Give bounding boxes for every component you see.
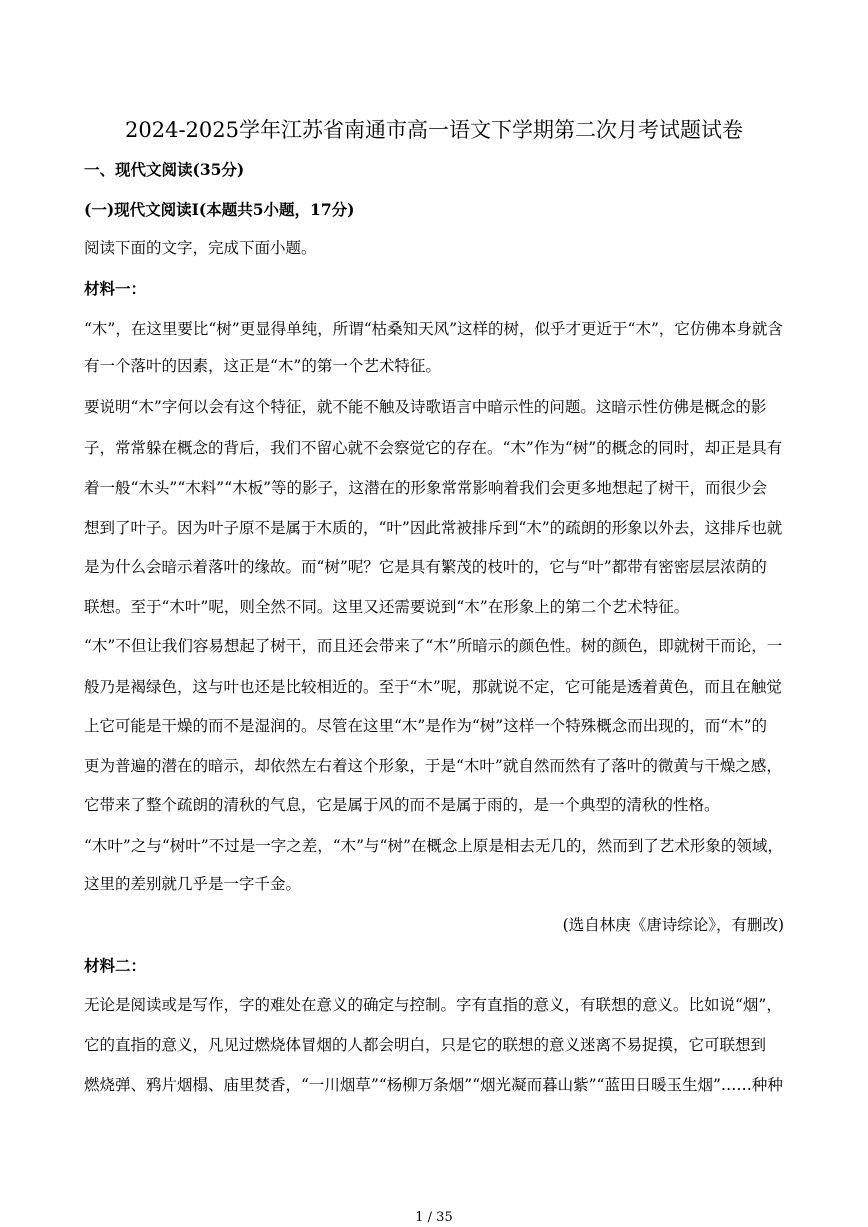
paragraph-line: 更为普遍的潜在的暗示，却依然左右着这个形象，于是“木叶”就自然而然有了落叶的微黄与干燥之感， bbox=[84, 757, 782, 775]
material1-source: (选自林庚《唐诗综论》，有删改) bbox=[562, 916, 784, 934]
paragraph-line: 联想。至于“木叶”呢，则全然不同。这里又还需要说到“木”在形象上的第二个艺术特征。 bbox=[84, 598, 690, 616]
paragraph-line: 着一般“木头”“木料”“木板”等的影子，这潜在的形象常常影响着我们会更多地想起了树干，而很少会 bbox=[84, 479, 768, 497]
paragraph-line: 这里的差别就几乎是一字千金。 bbox=[84, 875, 302, 893]
section-heading: 一、现代文阅读(35分) bbox=[84, 160, 245, 179]
paragraph-line: 般乃是褐绿色，这与叶也还是比较相近的。至于“木”呢，那就说不定，它可能是透着黄色，而且在触觉 bbox=[84, 678, 782, 696]
instruction-text: 阅读下面的文字，完成下面小题。 bbox=[84, 239, 317, 257]
material1-heading: 材料一： bbox=[84, 279, 147, 298]
paragraph-line: 要说明“木”字何以会有这个特征，就不能不触及诗歌语言中暗示性的问题。这暗示性仿佛是概念的影 bbox=[84, 398, 767, 416]
paragraph-line: 子，常常躲在概念的背后，我们不留心就不会察觉它的存在。“木”作为“树”的概念的同时，却正是具有 bbox=[84, 439, 783, 457]
document-title: 2024-2025学年江苏省南通市高一语文下学期第二次月考试题试卷 bbox=[125, 118, 743, 142]
paragraph-line: “木”不但让我们容易想起了树干，而且还会带来了“木”所暗示的颜色性。树的颜色，即就树干而论，一 bbox=[84, 637, 783, 655]
paragraph-line: “木”，在这里要比“树”更显得单纯，所谓“枯桑知天风”这样的树，似乎才更近于“木”，它仿佛本身就含 bbox=[84, 320, 783, 338]
paragraph-line: 它的直指的意义，凡见过燃烧体冒烟的人都会明白，只是它的联想的意义迷离不易捉摸，它可联想到 bbox=[84, 1036, 767, 1054]
paragraph-line: 它带来了整个疏朗的清秋的气息，它是属于风的而不是属于雨的，是一个典型的清秋的性格。 bbox=[84, 796, 720, 814]
paragraph-line: 无论是阅读或是写作，字的难处在意义的确定与控制。字有直指的意义，有联想的意义。比如说“烟”， bbox=[84, 996, 782, 1014]
paragraph-line: “木叶”之与“树叶”不过是一字之差，“木”与“树”在概念上原是相去无几的，然而到了艺术形象的领域， bbox=[84, 837, 783, 855]
paragraph-line: 上它可能是干燥的而不是湿润的。尽管在这里“木”是作为“树”这样一个特殊概念而出现的，而“木”的 bbox=[84, 717, 768, 735]
paragraph-line: 是为什么会暗示着落叶的缘故。而“树”呢？它是具有繁茂的枝叶的，它与“叶”都带有密密层层浓荫的 bbox=[84, 558, 767, 576]
page-number: 1 / 35 bbox=[415, 1210, 453, 1225]
paragraph-line: 有一个落叶的因素，这正是“木”的第一个艺术特征。 bbox=[84, 357, 441, 375]
paragraph-line: 想到了叶子。因为叶子原不是属于木质的，“叶”因此常被排斥到“木”的疏朗的形象以外去，这排斥也就 bbox=[84, 519, 783, 537]
material2-heading: 材料二： bbox=[84, 956, 147, 975]
paragraph-line: 燃烧弹、鸦片烟榻、庙里焚香，“一川烟草”“杨柳万条烟”“烟光凝而暮山紫”“蓝田日暖玉生烟”……种种 bbox=[84, 1076, 783, 1094]
subsection-heading: (一)现代文阅读I(本题共5小题，17分) bbox=[84, 200, 355, 219]
